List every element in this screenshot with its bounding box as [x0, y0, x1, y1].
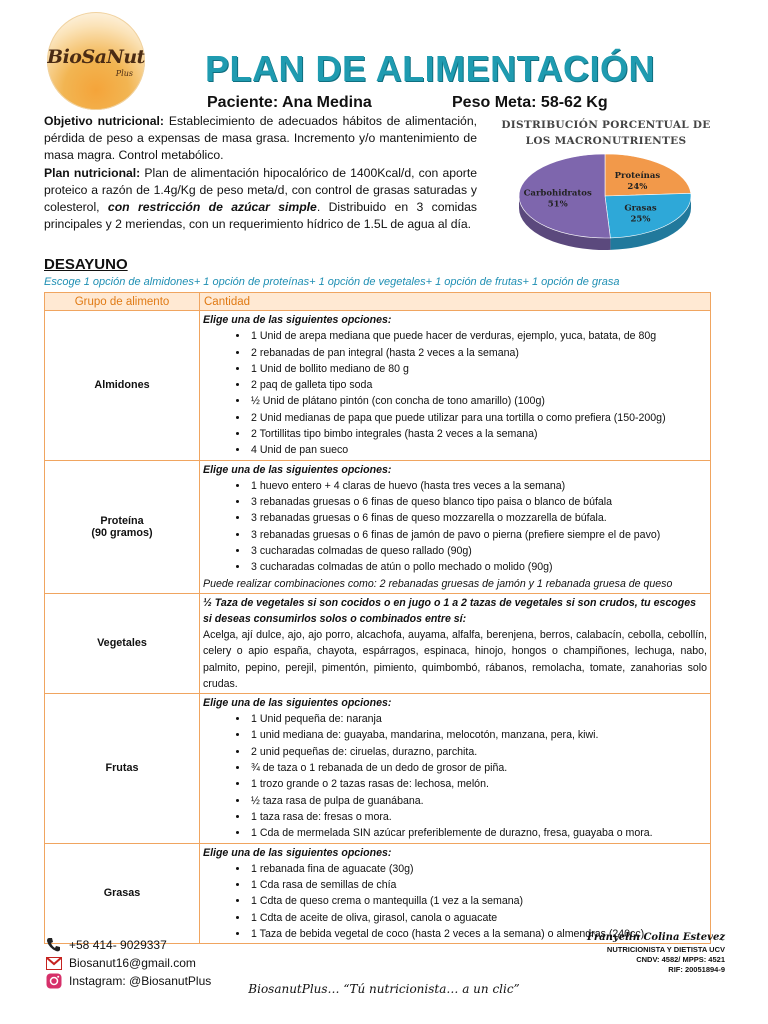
- vegetables-list: Acelga, ají dulce, ajo, ajo porro, alcachofa, auyama, alfalfa, berenjena, berros, calabacín, cebolla, cebollín, celery o apio españa, chayota, espárragos, espinaca, hinojo, hongos o champiñones, lechuga, nabo, palmito, pepino, perejil, pimentón, pimiento, quimbombó, rábanos, remolacha, tomate, zanahorias solo crudas.: [203, 629, 707, 690]
- pie-label-carbohidratos: Carbohidratos: [523, 188, 592, 199]
- signature-rif: RIF: 20051894-9: [668, 965, 725, 974]
- group-frutas: Frutas: [45, 693, 200, 843]
- chart-title: DISTRIBUCIÓN PORCENTUAL DE LOS MACRONUTRIENTES: [501, 119, 711, 147]
- list-item: • ½ taza rasa de pulpa de guanábana.: [249, 793, 707, 809]
- table-header-row: [45, 293, 711, 311]
- group-proteina: [45, 460, 200, 593]
- group-almidones: Almidones: [45, 311, 200, 461]
- list-item: • 2 unid pequeñas de: ciruelas, durazno, parchita.: [249, 744, 707, 760]
- brand-logo: [47, 12, 145, 110]
- group-proteina-label: Proteína: [100, 514, 144, 527]
- pie-svg: [505, 148, 705, 258]
- list-item: • 1 trozo grande o 2 tazas rasas de: lechosa, melón.: [249, 776, 707, 792]
- pie-value-proteínas: 24%: [627, 182, 648, 193]
- slogan: BiosanutPlus… “Tú nutricionista… a un clic”: [248, 982, 520, 996]
- email-text: Biosanut16@gmail.com: [69, 956, 196, 970]
- plan-bold: con restricción de azúcar simple: [107, 200, 317, 215]
- macronutrient-pie-chart: [505, 148, 705, 258]
- list-item: • 1 Cdta de queso crema o mantequilla (1 vez a la semana): [249, 893, 707, 909]
- list-item: • 1 Taza de bebida vegetal de coco (hasta 2 veces a la semana) o almendras (240cc): [249, 926, 707, 942]
- options-grasas: [200, 843, 711, 944]
- table-row: [45, 693, 711, 843]
- group-vegetales: Vegetales: [45, 593, 200, 693]
- logo-name: BioSaNut: [47, 46, 145, 68]
- signature-block: [560, 933, 725, 975]
- mail-icon: [45, 955, 63, 971]
- options-lead: Elige una de las siguientes opciones:: [203, 314, 392, 326]
- pie-label-proteínas: Proteínas: [614, 171, 661, 182]
- phone-icon: [45, 937, 63, 953]
- list-item: • 1 Cda de mermelada SIN azúcar preferiblemente de durazno, fresa, guayaba o mora.: [249, 825, 707, 841]
- list-item: • 3 cucharadas colmadas de queso rallado (90g): [249, 543, 707, 559]
- pie-label-grasas: Grasas: [624, 203, 657, 214]
- plan-text-1: Plan de alimentación hipocalórico de 1400Kcal/d, con aporte proteico a razón de 1.4g/Kg de peso meta/d, con control de grasas saturadas y colesterol,: [44, 165, 477, 215]
- options-lead: Elige una de las siguientes opciones:: [203, 463, 392, 476]
- list-item: • 1 unid mediana de: guayaba, mandarina, melocotón, manzana, pera, kiwi.: [249, 727, 707, 743]
- combination-note: Puede realizar combinaciones como: 2 rebanadas gruesas de jamón y 1 rebanada gruesa de queso: [203, 577, 673, 590]
- list-item: • 1 Unid de bollito mediano de 80 g: [249, 361, 707, 377]
- phone-text: +58 414- 9029337: [69, 938, 167, 952]
- list-item: • ¾ de taza o 1 rebanada de un dedo de grosor de piña.: [249, 760, 707, 776]
- table-row: [45, 593, 711, 693]
- group-grasas: Grasas: [45, 843, 200, 944]
- list-item: • 3 rebanadas gruesas o 6 finas de queso blanco tipo paisa o blanco de búfala: [249, 494, 707, 510]
- table-row: [45, 843, 711, 944]
- contact-email: [45, 954, 211, 972]
- objectives-block: [44, 113, 477, 233]
- signature-name: Franyelin Colina Estevez: [586, 932, 725, 943]
- list-item: • 1 taza rasa de: fresas o mora.: [249, 809, 707, 825]
- food-table: [44, 292, 711, 944]
- group-proteina-amount: (90 gramos): [91, 526, 153, 539]
- options-almidones: [200, 311, 711, 461]
- options-frutas: [200, 693, 711, 843]
- plan-text-2: . Distribuido en 3 comidas principales y 2 meriendas, con un requerimiento hídrico de 1.5L de agua al día.: [44, 200, 477, 232]
- list-item: • 1 rebanada fina de aguacate (30g): [249, 861, 707, 877]
- objective-text: Establecimiento de adecuados hábitos de alimentación, pérdida de peso a expensas de masa grasa. Incremento y/o mantenimiento de masa magra. Control metabólico.: [44, 114, 477, 163]
- options-lead: ½ Taza de vegetales si son cocidos o en jugo o 1 a 2 tazas de vegetales si son crudos, tu escoges si deseas consumirlos solos o combinados entre sí:: [203, 596, 696, 625]
- list-item: • 2 Unid medianas de papa que puede utilizar para una tortilla o como prefiera (150-200g): [249, 410, 707, 426]
- list-item: • 1 huevo entero + 4 claras de huevo (hasta tres veces a la semana): [249, 478, 707, 494]
- pie-value-carbohidratos: 51%: [547, 199, 568, 210]
- list-item: • 1 Cdta de aceite de oliva, girasol, canola o aguacate: [249, 910, 707, 926]
- contact-phone: [45, 936, 211, 954]
- page-title: PLAN DE ALIMENTACIÓN: [205, 48, 655, 89]
- list-item: • 1 Unid de arepa mediana que puede hacer de verduras, ejemplo, yuca, batata, de 80g: [249, 328, 707, 344]
- logo-sub: Plus: [115, 69, 133, 78]
- pie-value-grasas: 25%: [630, 214, 651, 225]
- list-item: • 2 rebanadas de pan integral (hasta 2 veces a la semana): [249, 345, 707, 361]
- options-proteina: [200, 460, 711, 593]
- list-item: • 1 Cda rasa de semillas de chía: [249, 877, 707, 893]
- list-item: • 2 Tortillitas tipo bimbo integrales (hasta 2 veces a la semana): [249, 426, 707, 442]
- plan-label: Plan nutricional:: [44, 165, 141, 180]
- list-item: • 1 Unid pequeña de: naranja: [249, 711, 707, 727]
- list-item: • 2 paq de galleta tipo soda: [249, 377, 707, 393]
- header-group: Grupo de alimento: [45, 293, 200, 311]
- objective-paragraph: [44, 113, 477, 165]
- table-row: [45, 311, 711, 461]
- instagram-text: Instagram: @BiosanutPlus: [69, 974, 212, 988]
- section-instructions: Escoge 1 opción de almidones+ 1 opción de proteínas+ 1 opción de vegetales+ 1 opción de frutas+ 1 opción de grasa: [44, 276, 620, 288]
- plan-paragraph: [44, 165, 477, 234]
- section-title: DESAYUNO: [44, 256, 128, 273]
- goal-weight: Peso Meta: 58-62 Kg: [452, 94, 608, 111]
- objective-label: Objetivo nutricional:: [44, 114, 164, 128]
- list-item: • 3 cucharadas colmadas de atún o pollo mechado o molido (90g): [249, 559, 707, 575]
- options-lead: Elige una de las siguientes opciones:: [203, 846, 392, 859]
- header-quantity: Cantidad: [200, 293, 711, 311]
- list-item: • 4 Unid de pan sueco: [249, 442, 707, 458]
- patient-name: Paciente: Ana Medina: [207, 94, 372, 111]
- signature-registration: CNDV: 4582/ MPPS: 4521: [636, 955, 725, 964]
- table-row: [45, 460, 711, 593]
- list-item: • 3 rebanadas gruesas o 6 finas de queso mozzarella o mozzarella de búfala.: [249, 510, 707, 526]
- list-item: • ½ Unid de plátano pintón (con concha de tono amarillo) (100g): [249, 393, 707, 409]
- signature-role: NUTRICIONISTA Y DIETISTA UCV: [606, 945, 725, 954]
- options-lead: Elige una de las siguientes opciones:: [203, 696, 392, 709]
- list-item: • 3 rebanadas gruesas o 6 finas de jamón de pavo o pierna (prefiere siempre el de pavo): [249, 527, 707, 543]
- options-vegetales: [200, 593, 711, 693]
